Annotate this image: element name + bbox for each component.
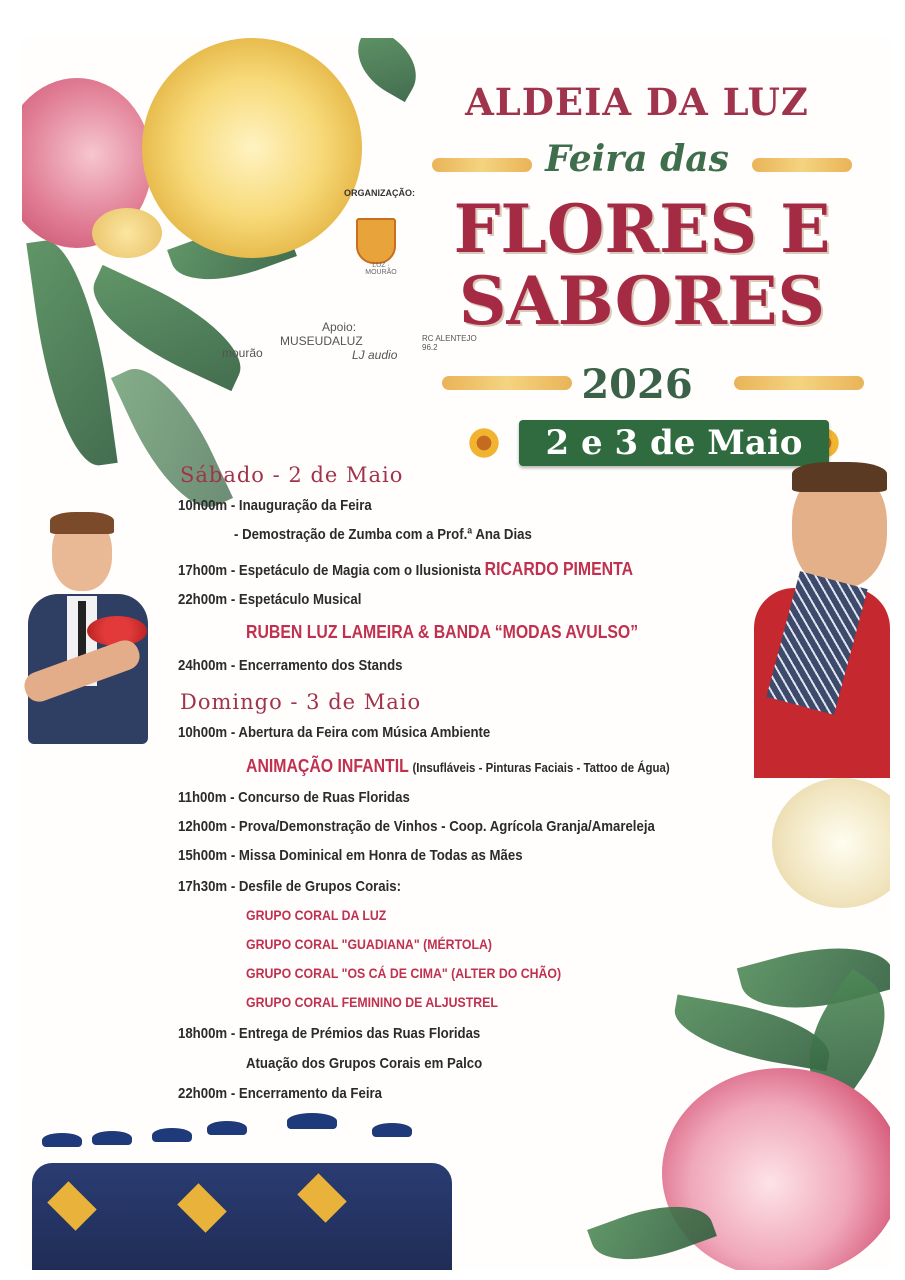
sponsor-logo-mourao: mourão: [222, 346, 263, 360]
program-line: [178, 497, 372, 514]
program-time: 10h00m: [178, 724, 228, 741]
program-time: 17h00m: [178, 562, 228, 579]
flower-decoration-bottom-right: [582, 778, 890, 1270]
program-time: 17h30m: [178, 878, 228, 895]
event-year: 2026: [581, 361, 693, 408]
choir-name: [246, 936, 492, 953]
program-line: [246, 756, 670, 777]
program-text: - Entrega de Prémios das Ruas Floridas: [230, 1025, 481, 1042]
saturday-heading: Sábado - 2 de Maio: [180, 463, 404, 487]
program-text: - Encerramento da Feira: [230, 1085, 382, 1102]
program-time: 22h00m: [178, 1085, 228, 1102]
program-line: [246, 1055, 482, 1072]
magician-photo: [22, 516, 157, 746]
program-text: - Missa Dominical em Honra de Todas as Mães: [230, 847, 523, 864]
program-text: - Inauguração da Feira: [230, 497, 372, 514]
program-text: - Desfile de Grupos Corais:: [230, 878, 402, 895]
event-title-line2: FLORES E: [453, 190, 831, 268]
sponsor-logo-museu: MUSEUDALUZ: [280, 334, 363, 348]
program-time: 18h00m: [178, 1025, 228, 1042]
program-text: Atuação dos Grupos Corais em Palco: [246, 1055, 483, 1072]
program-time: 12h00m: [178, 818, 228, 835]
program-text: - Concurso de Ruas Floridas: [230, 789, 410, 806]
program-text: - Espetáculo de Magia com o Ilusionista: [230, 562, 481, 579]
choir-group-photo: [32, 1113, 452, 1270]
program-text: - Prova/Demonstração de Vinhos - Coop. Agrícola Granja/Amareleja: [230, 818, 655, 835]
event-title-line3: SABORES: [458, 262, 826, 340]
program-line: [178, 1085, 382, 1102]
municipal-crest-icon: [356, 218, 396, 264]
program-text: - Demostração de Zumba com a Prof.ª Ana Dias: [234, 526, 532, 543]
sunday-heading: Domingo - 3 de Maio: [180, 690, 422, 714]
program-line: [234, 526, 532, 543]
program-line: [178, 1025, 480, 1042]
choir-label: GRUPO CORAL "GUADIANA" (MÉRTOLA): [246, 936, 492, 952]
performer-highlight: RICARDO PIMENTA: [484, 559, 634, 579]
performer-highlight: RUBEN LUZ LAMEIRA & BANDA “MODAS AVULSO”: [246, 622, 639, 642]
choir-label: GRUPO CORAL "OS CÁ DE CIMA" (ALTER DO CHÃO): [246, 965, 562, 981]
program-line: [178, 591, 361, 608]
poster: [22, 38, 890, 1270]
program-line: [178, 559, 633, 580]
date-banner: [519, 420, 829, 466]
choir-label: GRUPO CORAL DA LUZ: [246, 907, 387, 923]
organization-label: ORGANIZAÇÃO:: [344, 188, 415, 198]
program-time: 24h00m: [178, 657, 228, 674]
date-text: 2 e 3 de Maio: [545, 423, 803, 463]
choir-name: [246, 907, 386, 924]
program-text: - Encerramento dos Stands: [230, 657, 403, 674]
choir-label: GRUPO CORAL FEMININO DE ALJUSTREL: [246, 994, 498, 1010]
singer-photo: [752, 468, 890, 778]
program-note: (Insufláveis - Pinturas Faciais - Tattoo de Água): [412, 760, 670, 775]
program-text: - Abertura da Feira com Música Ambiente: [230, 724, 491, 741]
program-line: [178, 818, 655, 835]
program-line: [178, 724, 490, 741]
program-line: [178, 657, 402, 674]
crest-caption: LUZ · MOURÃO: [365, 262, 397, 276]
event-title-line1: Feira das: [545, 138, 729, 180]
program-time: 22h00m: [178, 591, 228, 608]
date-flower-left: [467, 426, 501, 460]
program-time: 10h00m: [178, 497, 228, 514]
sponsor-logo-audio: LJ audio: [352, 348, 398, 362]
support-label: Apoio:: [322, 320, 357, 334]
event-title-main: [417, 190, 867, 340]
choir-name: [246, 965, 561, 982]
sponsor-logo-radio: RC ALENTEJO 96.2: [422, 334, 477, 352]
program-time: 11h00m: [178, 789, 227, 806]
program-line: [178, 847, 523, 864]
program-line: [178, 878, 401, 895]
program-text: - Espetáculo Musical: [230, 591, 362, 608]
program-time: 15h00m: [178, 847, 228, 864]
program-line: [178, 789, 410, 806]
choir-name: [246, 994, 498, 1011]
village-title: ALDEIA DA LUZ: [465, 80, 809, 124]
program-line: [246, 622, 638, 643]
performer-highlight: ANIMAÇÃO INFANTIL: [246, 756, 409, 776]
